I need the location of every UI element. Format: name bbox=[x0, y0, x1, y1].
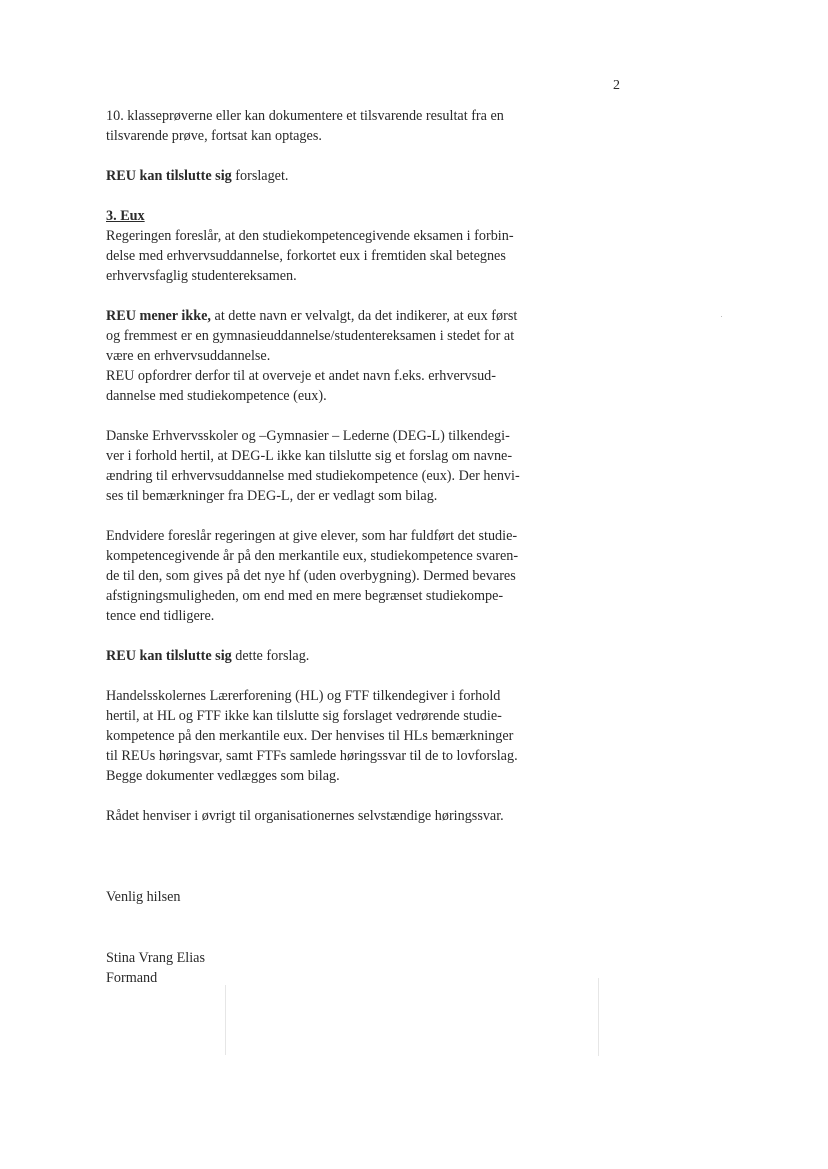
paragraph-merkantile-eux bbox=[106, 526, 576, 626]
signature-block bbox=[106, 948, 406, 988]
text-line: REU opfordrer derfor til at overveje et andet navn f.eks. erhvervsud- bbox=[106, 368, 497, 384]
text-line: hertil, at HL og FTF ikke kan tilslutte sig forslaget vedrørende studie- bbox=[106, 708, 502, 724]
text-line bbox=[106, 166, 576, 186]
paragraph-deg-l bbox=[106, 426, 576, 506]
text-line: ændring til erhvervsuddannelse med studiekompetence (eux). Der henvi- bbox=[106, 468, 520, 484]
paragraph-council-reference bbox=[106, 806, 576, 826]
paragraph-hl-ftf bbox=[106, 686, 576, 786]
paragraph-reu-agrees-proposal bbox=[106, 166, 576, 186]
text-line: Regeringen foreslår, at den studiekompetencegivende eksamen i forbin- bbox=[106, 228, 514, 244]
text-line: ver i forhold hertil, at DEG-L ikke kan tilslutte sig et forslag om navne- bbox=[106, 448, 513, 464]
text-run: dette forslag. bbox=[231, 648, 310, 664]
text-line bbox=[106, 306, 576, 326]
text-line: afstigningsmuligheden, om end med en mere begrænset studiekompe- bbox=[106, 588, 504, 604]
text-run: at dette navn er velvalgt, da det indikerer, at eux først bbox=[210, 308, 518, 324]
text-line: ses til bemærkninger fra DEG-L, der er vedlagt som bilag. bbox=[106, 488, 438, 504]
text-line: Danske Erhvervsskoler og –Gymnasier – Lederne (DEG-L) tilkendegi- bbox=[106, 428, 510, 444]
text-line: Handelsskolernes Lærerforening (HL) og FTF tilkendegiver i forhold bbox=[106, 688, 501, 704]
bold-phrase: REU mener ikke, bbox=[106, 308, 211, 324]
scan-artifact-line bbox=[598, 978, 599, 1056]
section-heading: 3. Eux bbox=[106, 208, 145, 224]
text-line bbox=[106, 646, 576, 666]
text-line: de til den, som gives på det nye hf (uden overbygning). Dermed bevares bbox=[106, 568, 516, 584]
text-line: tilsvarende prøve, fortsat kan optages. bbox=[106, 128, 322, 144]
page-number: 2 bbox=[613, 78, 620, 93]
paragraph-reu-disagrees bbox=[106, 306, 576, 406]
text-run: forslaget. bbox=[231, 168, 289, 184]
section-eux bbox=[106, 206, 576, 286]
closing-greeting: Venlig hilsen bbox=[106, 889, 181, 905]
text-line: tence end tidligere. bbox=[106, 608, 215, 624]
text-line: være en erhvervsuddannelse. bbox=[106, 348, 271, 364]
scan-artifact-dot bbox=[721, 316, 722, 317]
bold-phrase: REU kan tilslutte sig bbox=[106, 168, 232, 184]
text-line: og fremmest er en gymnasieuddannelse/studentereksamen i stedet for at bbox=[106, 328, 515, 344]
text-line: kompetence på den merkantile eux. Der henvises til HLs bemærkninger bbox=[106, 728, 514, 744]
text-line: 10. klasseprøverne eller kan dokumentere et tilsvarende resultat fra en bbox=[106, 108, 504, 124]
text-line: Endvidere foreslår regeringen at give elever, som har fuldført det studie- bbox=[106, 528, 518, 544]
text-line: Begge dokumenter vedlægges som bilag. bbox=[106, 768, 340, 784]
text-line: erhvervsfaglig studentereksamen. bbox=[106, 268, 297, 284]
scan-artifact-line bbox=[225, 985, 226, 1055]
paragraph-continuation bbox=[106, 106, 576, 146]
bold-phrase: REU kan tilslutte sig bbox=[106, 648, 232, 664]
letter-body bbox=[106, 106, 576, 846]
text-line: dannelse med studiekompetence (eux). bbox=[106, 388, 327, 404]
text-line: til REUs høringsvar, samt FTFs samlede høringssvar til de to lovforslag. bbox=[106, 748, 518, 764]
text-line: delse med erhvervsuddannelse, forkortet eux i fremtiden skal betegnes bbox=[106, 248, 506, 264]
signer-title: Formand bbox=[106, 970, 158, 986]
text-line: Rådet henviser i øvrigt til organisationernes selvstændige høringssvar. bbox=[106, 808, 504, 824]
signer-name: Stina Vrang Elias bbox=[106, 950, 205, 966]
paragraph-reu-agrees-this bbox=[106, 646, 576, 666]
text-line: kompetencegivende år på den merkantile eux, studiekompetence svaren- bbox=[106, 548, 519, 564]
